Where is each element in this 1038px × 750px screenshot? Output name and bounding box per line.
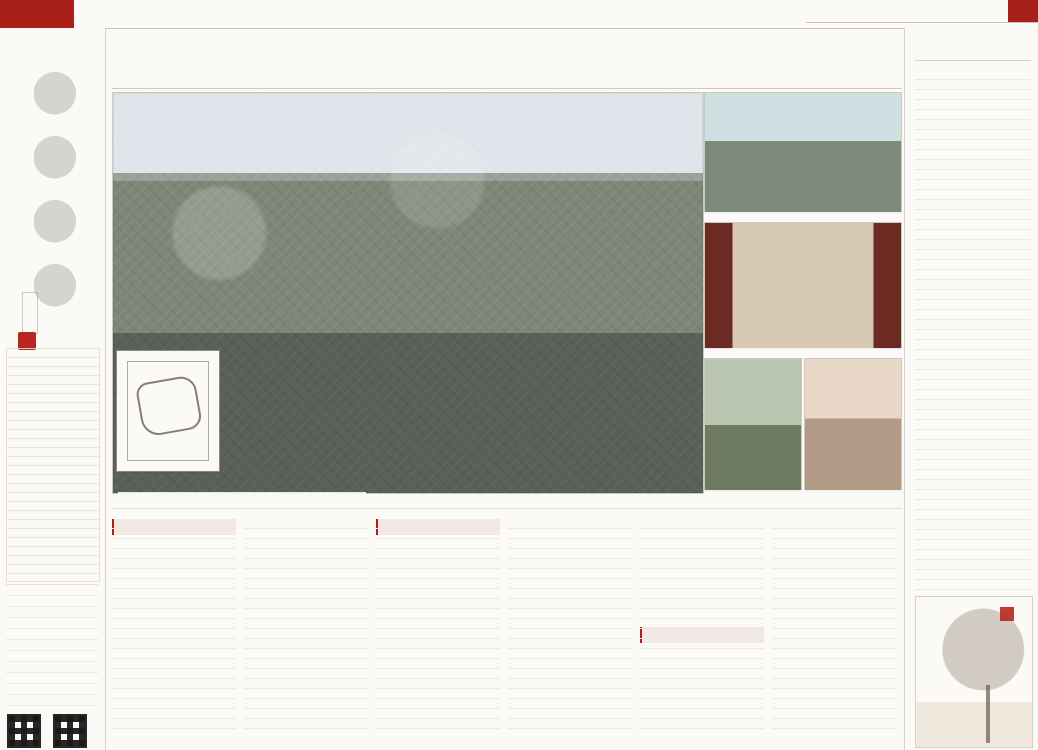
vertical-column-logo: [10, 70, 94, 370]
photo-right-3-caption: [704, 490, 808, 504]
body-column: [376, 519, 500, 737]
right-sidebar-text: [915, 70, 1031, 590]
body-column: [772, 519, 896, 737]
right-sidebar-art: [915, 596, 1033, 748]
page-number-badge: [1008, 0, 1038, 22]
top-bar: [0, 0, 1038, 29]
photo-right-3: [704, 358, 802, 492]
photo-right-4-caption: [804, 490, 908, 504]
brush-stroke-2: [34, 134, 86, 192]
qr-code: [7, 714, 41, 748]
art-stem: [986, 685, 990, 743]
section-tag: [0, 0, 74, 28]
article-title: [112, 44, 902, 84]
body-column: [640, 519, 764, 737]
left-intro-text-block: [6, 348, 100, 582]
photo-right-2: [704, 222, 902, 350]
qr-code: [53, 714, 87, 748]
hero-caption: [118, 492, 366, 506]
brush-stroke-3: [34, 198, 86, 256]
brush-stroke-4: [34, 262, 86, 320]
brush-stroke-1: [34, 70, 86, 128]
body-column: [508, 519, 632, 737]
body-column: [244, 519, 368, 737]
body-column: [112, 519, 236, 737]
title-rule: [112, 88, 902, 89]
right-sidebar: [904, 28, 1038, 750]
art-seal: [1000, 607, 1014, 621]
credits-block: [6, 584, 98, 709]
photo-right-1: [704, 92, 902, 214]
photo-right-4: [804, 358, 902, 492]
right-sidebar-heading: [915, 46, 1031, 61]
left-sidebar: [0, 28, 106, 750]
inset-map-outline: [135, 374, 203, 438]
masthead: [806, 0, 1038, 23]
article-body: [112, 508, 902, 743]
vertical-stamp: [22, 292, 38, 334]
qr-codes: [7, 714, 99, 750]
inset-map: [116, 350, 220, 472]
